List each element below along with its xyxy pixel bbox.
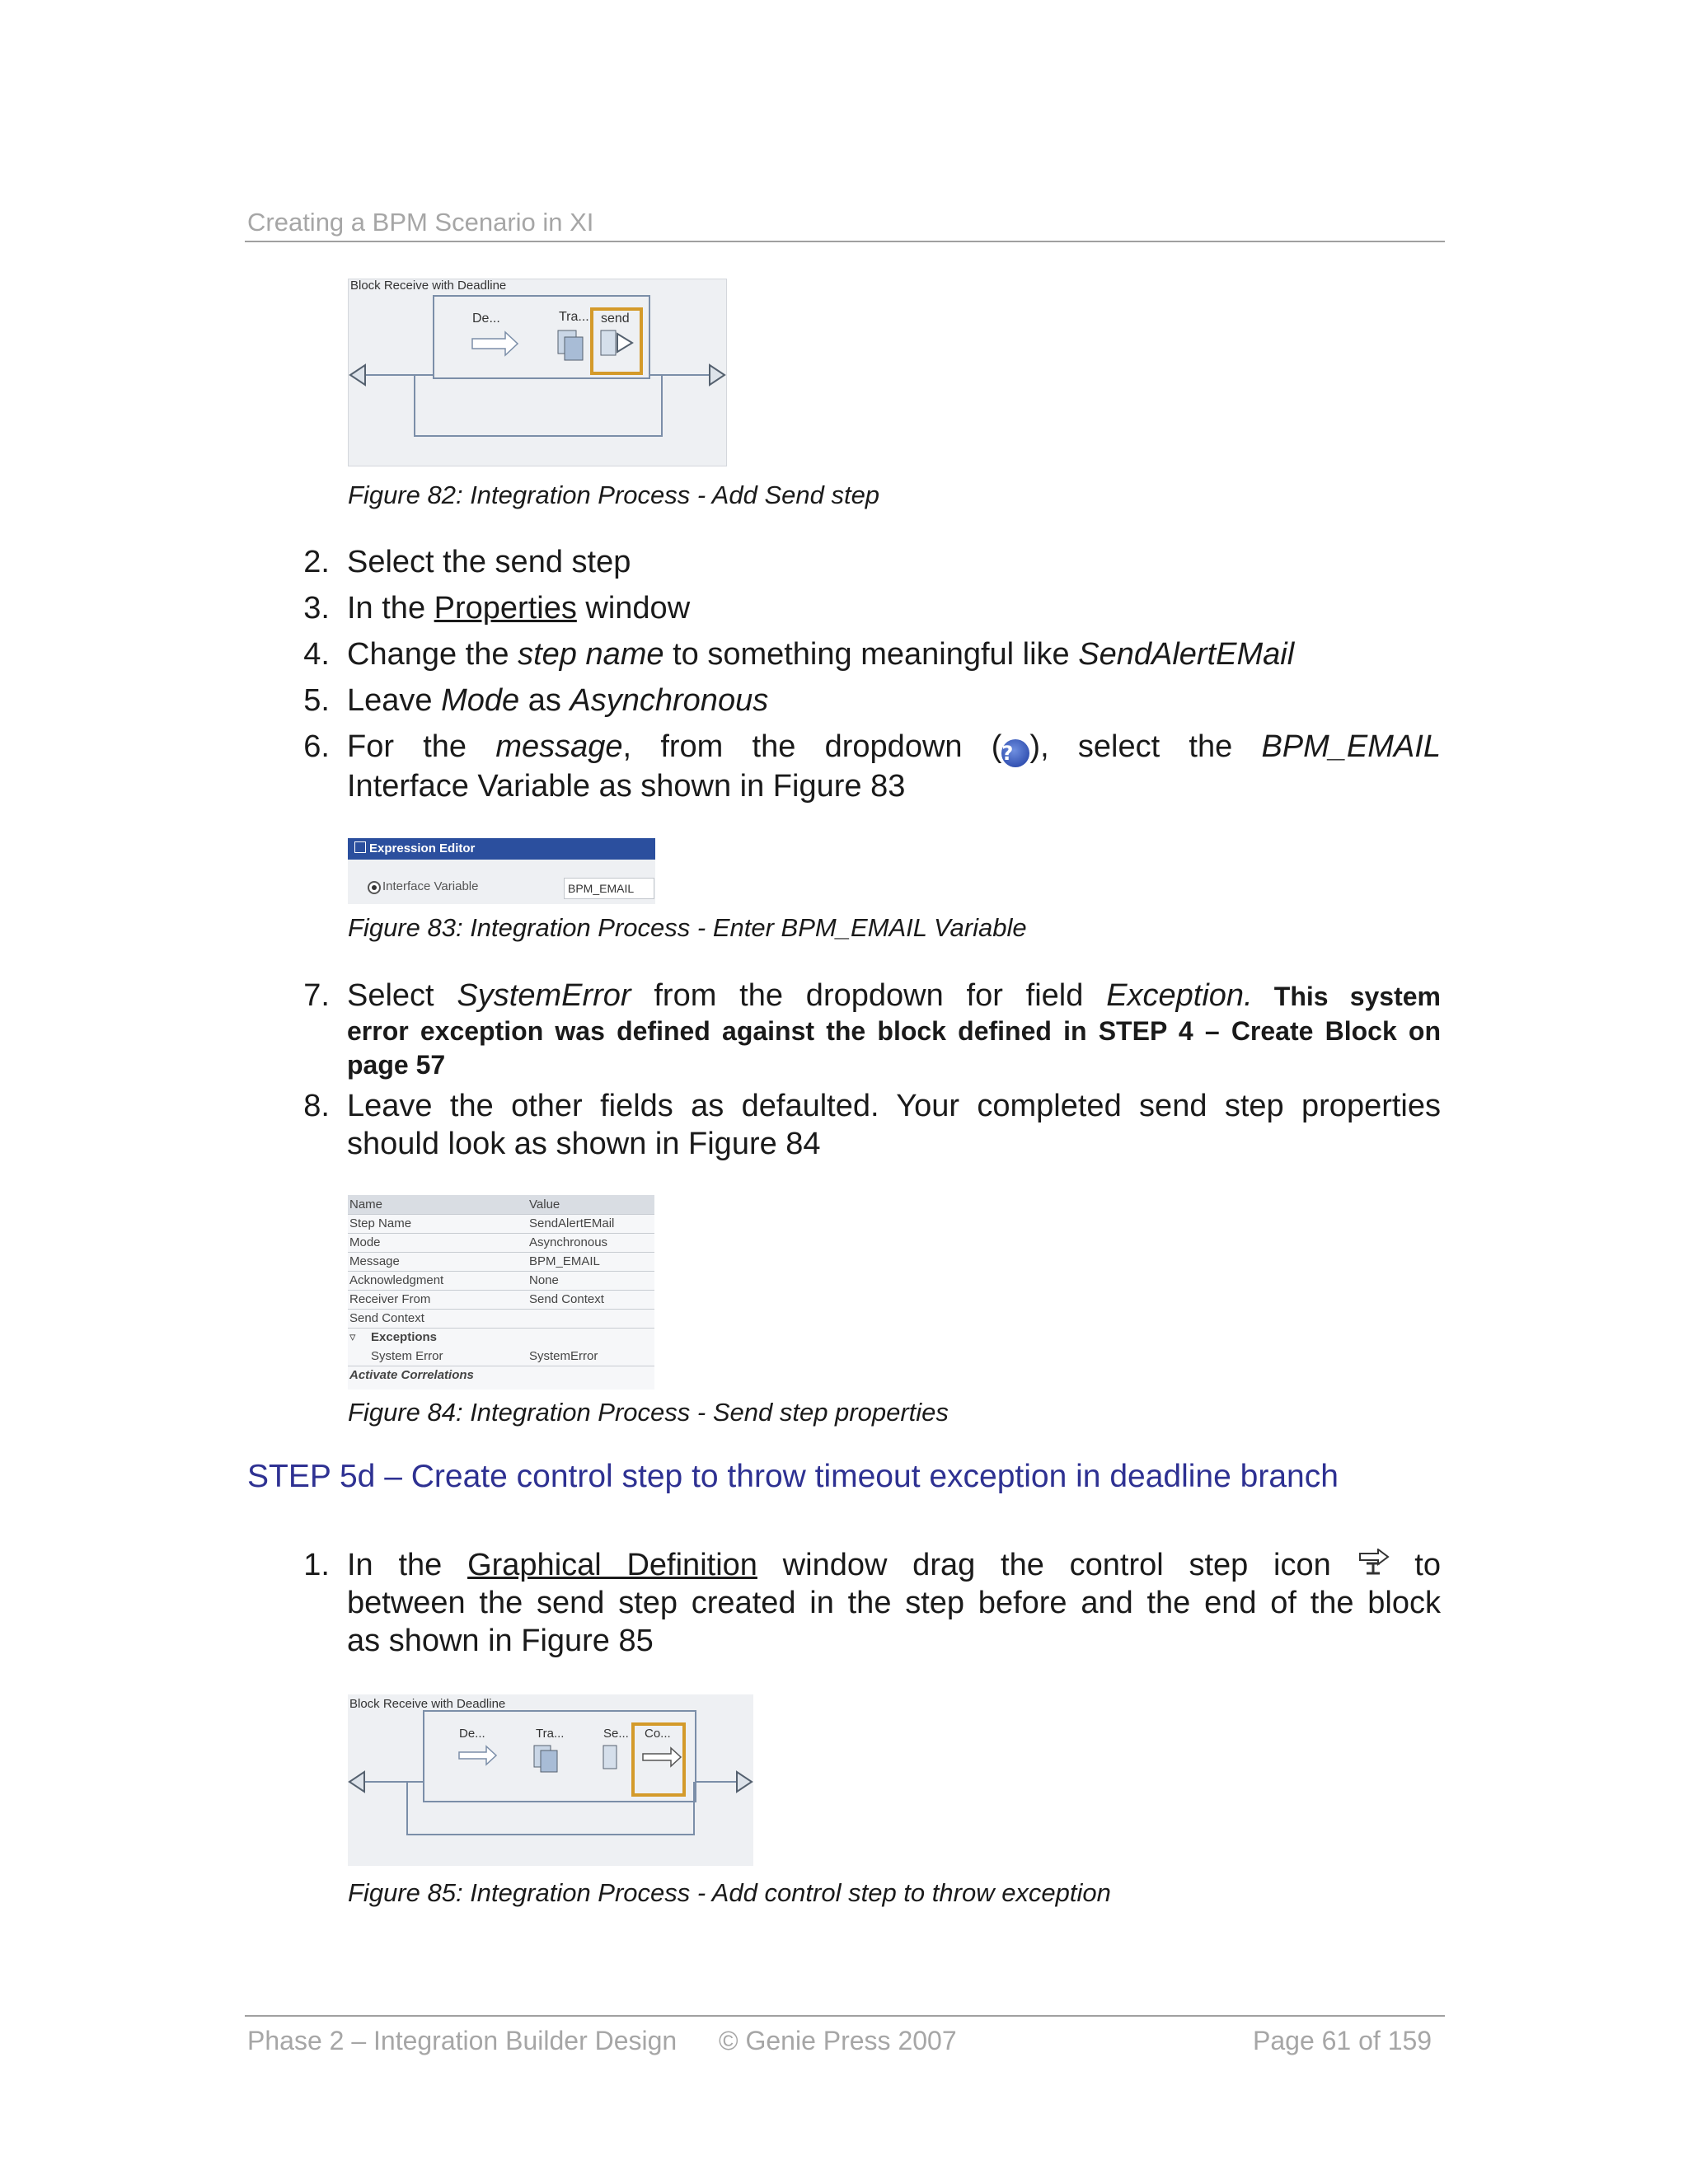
table-row: Message BPM_EMAIL	[348, 1252, 654, 1272]
step-label-tra: Tra...	[559, 310, 589, 324]
list-item: 7. Select SystemError from the dropdown for field Exception. This system error exception was defined against the block defined in STEP 4 – Create Block on page 57	[303, 978, 1441, 1080]
control-step-icon	[1357, 1549, 1390, 1578]
expand-icon: ▿	[349, 1330, 356, 1344]
footer-page-number: Page 61 of 159	[1253, 2026, 1432, 2055]
figure-85-caption: Figure 85: Integration Process - Add control step to throw exception	[348, 1878, 1111, 1907]
table-header: Name Value	[348, 1195, 654, 1215]
list-item: 8. Leave the other fields as defaulted. Your completed send step properties should look as shown in Figure 84	[303, 1089, 1441, 1161]
table-row: Send Context	[348, 1309, 654, 1329]
figure-84-properties-table	[348, 1195, 654, 1390]
running-header: Creating a BPM Scenario in XI	[247, 208, 594, 237]
list-item: 6. For the message, from the dropdown (? ), select the BPM_EMAIL Interface Variable as shown in Figure 83	[303, 729, 1441, 804]
graphical-definition-link: Graphical Definition	[467, 1548, 757, 1582]
table-row: Step Name SendAlertEMail	[348, 1214, 654, 1234]
footer-copyright: © Genie Press 2007	[719, 2026, 957, 2055]
block-label: Block Receive with Deadline	[349, 1697, 506, 1711]
table-row: System Error SystemError	[348, 1347, 654, 1366]
table-row: Receiver From Send Context	[348, 1290, 654, 1310]
figure-83-caption: Figure 83: Integration Process - Enter BPM_EMAIL Variable	[348, 913, 1027, 942]
figure-83-image	[348, 838, 655, 904]
step-label-se: Se...	[603, 1727, 629, 1741]
radio-label: Interface Variable	[382, 879, 479, 893]
block-label: Block Receive with Deadline	[350, 279, 507, 293]
expression-editor-title: Expression Editor	[369, 841, 476, 855]
variable-field[interactable]: BPM_EMAIL	[564, 878, 654, 899]
window-icon	[354, 841, 366, 853]
radio-interface-variable[interactable]	[368, 881, 381, 894]
table-row: Mode Asynchronous	[348, 1233, 654, 1253]
help-dropdown-icon: ?	[1001, 739, 1029, 767]
figure-85-image	[348, 1694, 753, 1866]
step-label-de: De...	[472, 312, 500, 326]
header-rule	[245, 241, 1445, 242]
figure-84-caption: Figure 84: Integration Process - Send step properties	[348, 1398, 949, 1427]
step-label-de: De...	[459, 1727, 485, 1741]
step-label-co: Co...	[645, 1727, 671, 1741]
step-label-send: send	[601, 312, 630, 326]
section-heading: STEP 5d – Create control step to throw timeout exception in deadline branch	[247, 1459, 1339, 1494]
table-row: Acknowledgment None	[348, 1271, 654, 1291]
step-label-tra: Tra...	[536, 1727, 565, 1741]
figure-82-caption: Figure 82: Integration Process - Add Send step	[348, 480, 880, 509]
table-row-exceptions: ▿ Exceptions	[348, 1328, 654, 1347]
table-row: Activate Correlations	[349, 1368, 474, 1382]
footer-rule	[245, 2015, 1445, 2017]
list-item: 1. In the Graphical Definition window drag the control step icon to between the send step created in the step before and the end of the block as shown in Figure 85	[303, 1548, 1441, 1658]
footer-left: Phase 2 – Integration Builder Design	[247, 2026, 678, 2055]
properties-link: Properties	[434, 591, 577, 626]
figure-82-image	[348, 279, 727, 466]
